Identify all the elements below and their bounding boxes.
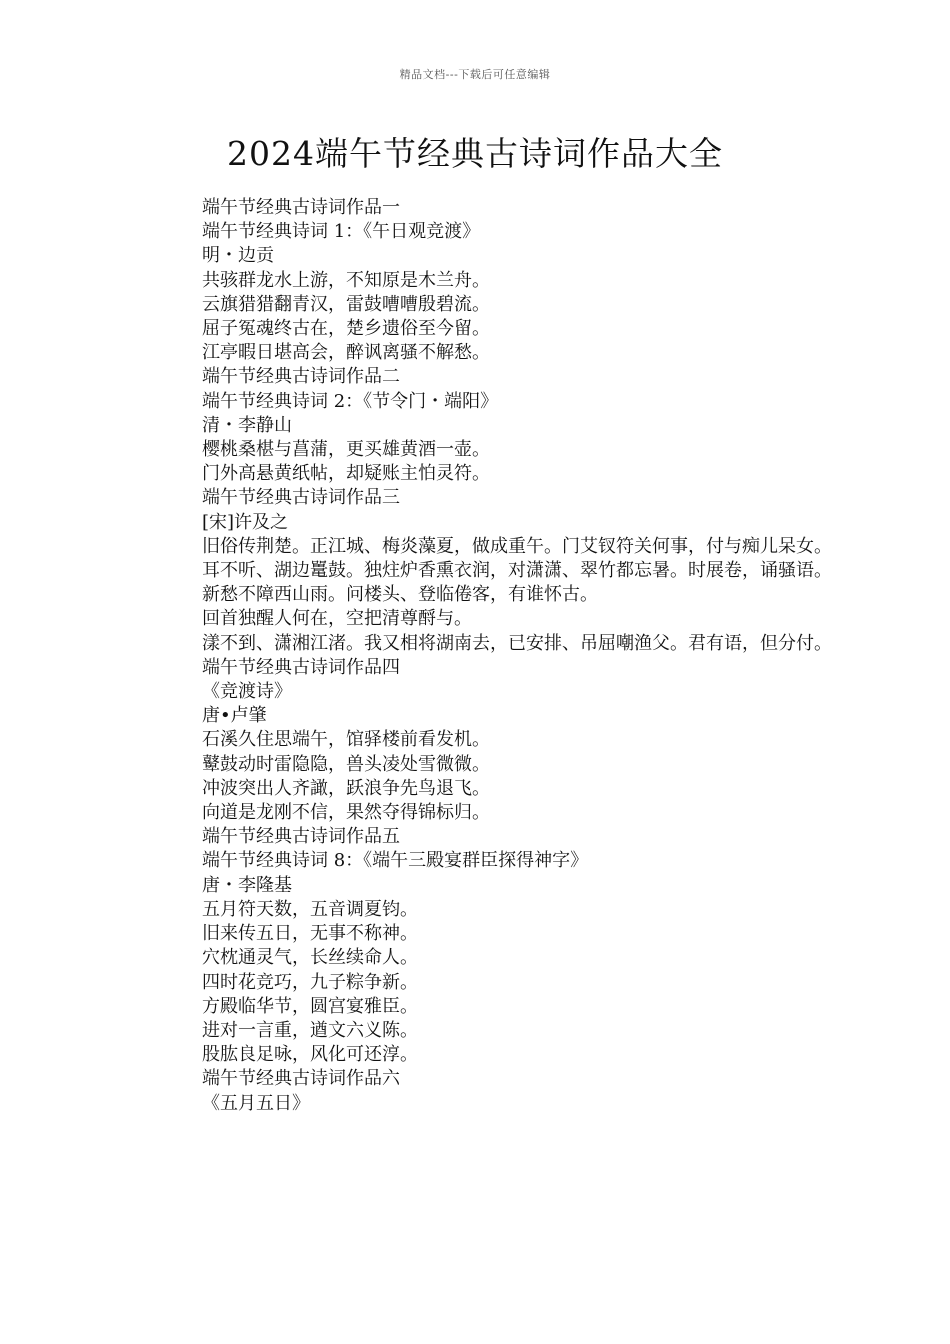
text-line: 《竞渡诗》 [202, 681, 292, 703]
text-line: 端午节经典古诗词作品四 [202, 656, 400, 678]
text-line: 五月符天数，五音调夏钧。 [202, 898, 418, 920]
text-line: 樱桃桑椹与菖蒲，更买雄黄酒一壶。 [202, 439, 490, 461]
text-line: 明・边贡 [202, 245, 274, 267]
text-line: 端午节经典诗词 2：《节令门・端阳》 [202, 390, 499, 412]
text-line: 共骇群龙水上游，不知原是木兰舟。 [202, 269, 490, 291]
text-line: 端午节经典古诗词作品六 [202, 1068, 400, 1090]
text-line: 端午节经典诗词 8：《端午三殿宴群臣探得神字》 [202, 850, 589, 872]
text-line: 穴枕通灵气，长丝续命人。 [202, 947, 418, 969]
paragraph: 耳不听、湖边鼍鼓。独炷炉香熏衣润，对潇潇、翠竹都忘暑。时展卷，诵骚语。 [202, 560, 832, 582]
text-line: 端午节经典古诗词作品一 [202, 197, 400, 218]
text-line: 屈子冤魂终古在，楚乡遗俗至今留。 [202, 318, 490, 340]
text-line: [宋]许及之 [202, 511, 289, 533]
text-line: 江亭暇日堪高会，醉讽离骚不解愁。 [202, 342, 490, 364]
text-line: 鼙鼓动时雷隐隐，兽头凌处雪微微。 [202, 753, 490, 775]
text-line: 唐•卢肇 [202, 705, 267, 727]
text-line: 进对一言重，遒文六义陈。 [202, 1019, 418, 1041]
text-line: 方殿临华节，圆宫宴雅臣。 [202, 995, 418, 1017]
header-watermark: 精品文档---下载后可任意编辑 [399, 68, 551, 81]
text-line: 冲波突出人齐譀，跃浪争先鸟退飞。 [202, 777, 490, 799]
text-line: 端午节经典古诗词作品五 [202, 826, 400, 848]
text-line: 回首独醒人何在，空把清尊酹与。 [202, 608, 472, 630]
text-line: 端午节经典古诗词作品二 [202, 366, 400, 388]
text-line: 云旗猎猎翻青汉，雷鼓嘈嘈殷碧流。 [202, 293, 490, 315]
text-line: 新愁不障西山雨。问楼头、登临倦客，有谁怀古。 [202, 584, 598, 606]
text-line: 向道是龙刚不信，果然夺得锦标归。 [202, 802, 490, 824]
text-line: 清・李静山 [202, 414, 292, 436]
text-line: 旧来传五日，无事不称神。 [202, 923, 418, 945]
paragraph: 旧俗传荆楚。正江城、梅炎藻夏，做成重午。门艾钗符关何事，付与痴儿呆女。 [202, 535, 832, 557]
text-line: 四时花竞巧，九子粽争新。 [202, 971, 418, 993]
text-line: 石溪久住思端午，馆驿楼前看发机。 [202, 729, 490, 751]
text-line: 《五月五日》 [202, 1092, 310, 1114]
document-body [145, 196, 835, 1116]
text-line: 唐・李隆基 [202, 874, 292, 896]
text-line: 端午节经典古诗词作品三 [202, 487, 400, 509]
text-line: 股肱良足咏，风化可还淳。 [202, 1044, 418, 1066]
paragraph: 漾不到、潇湘江渚。我又相将湖南去，已安排、吊屈嘲渔父。君有语，但分付。 [202, 632, 832, 654]
page-title: 2024端午节经典古诗词作品大全 [227, 134, 723, 173]
text-line: 门外高悬黄纸帖，却疑账主怕灵符。 [202, 463, 490, 485]
text-line: 端午节经典诗词 1：《午日观竞渡》 [202, 221, 481, 243]
